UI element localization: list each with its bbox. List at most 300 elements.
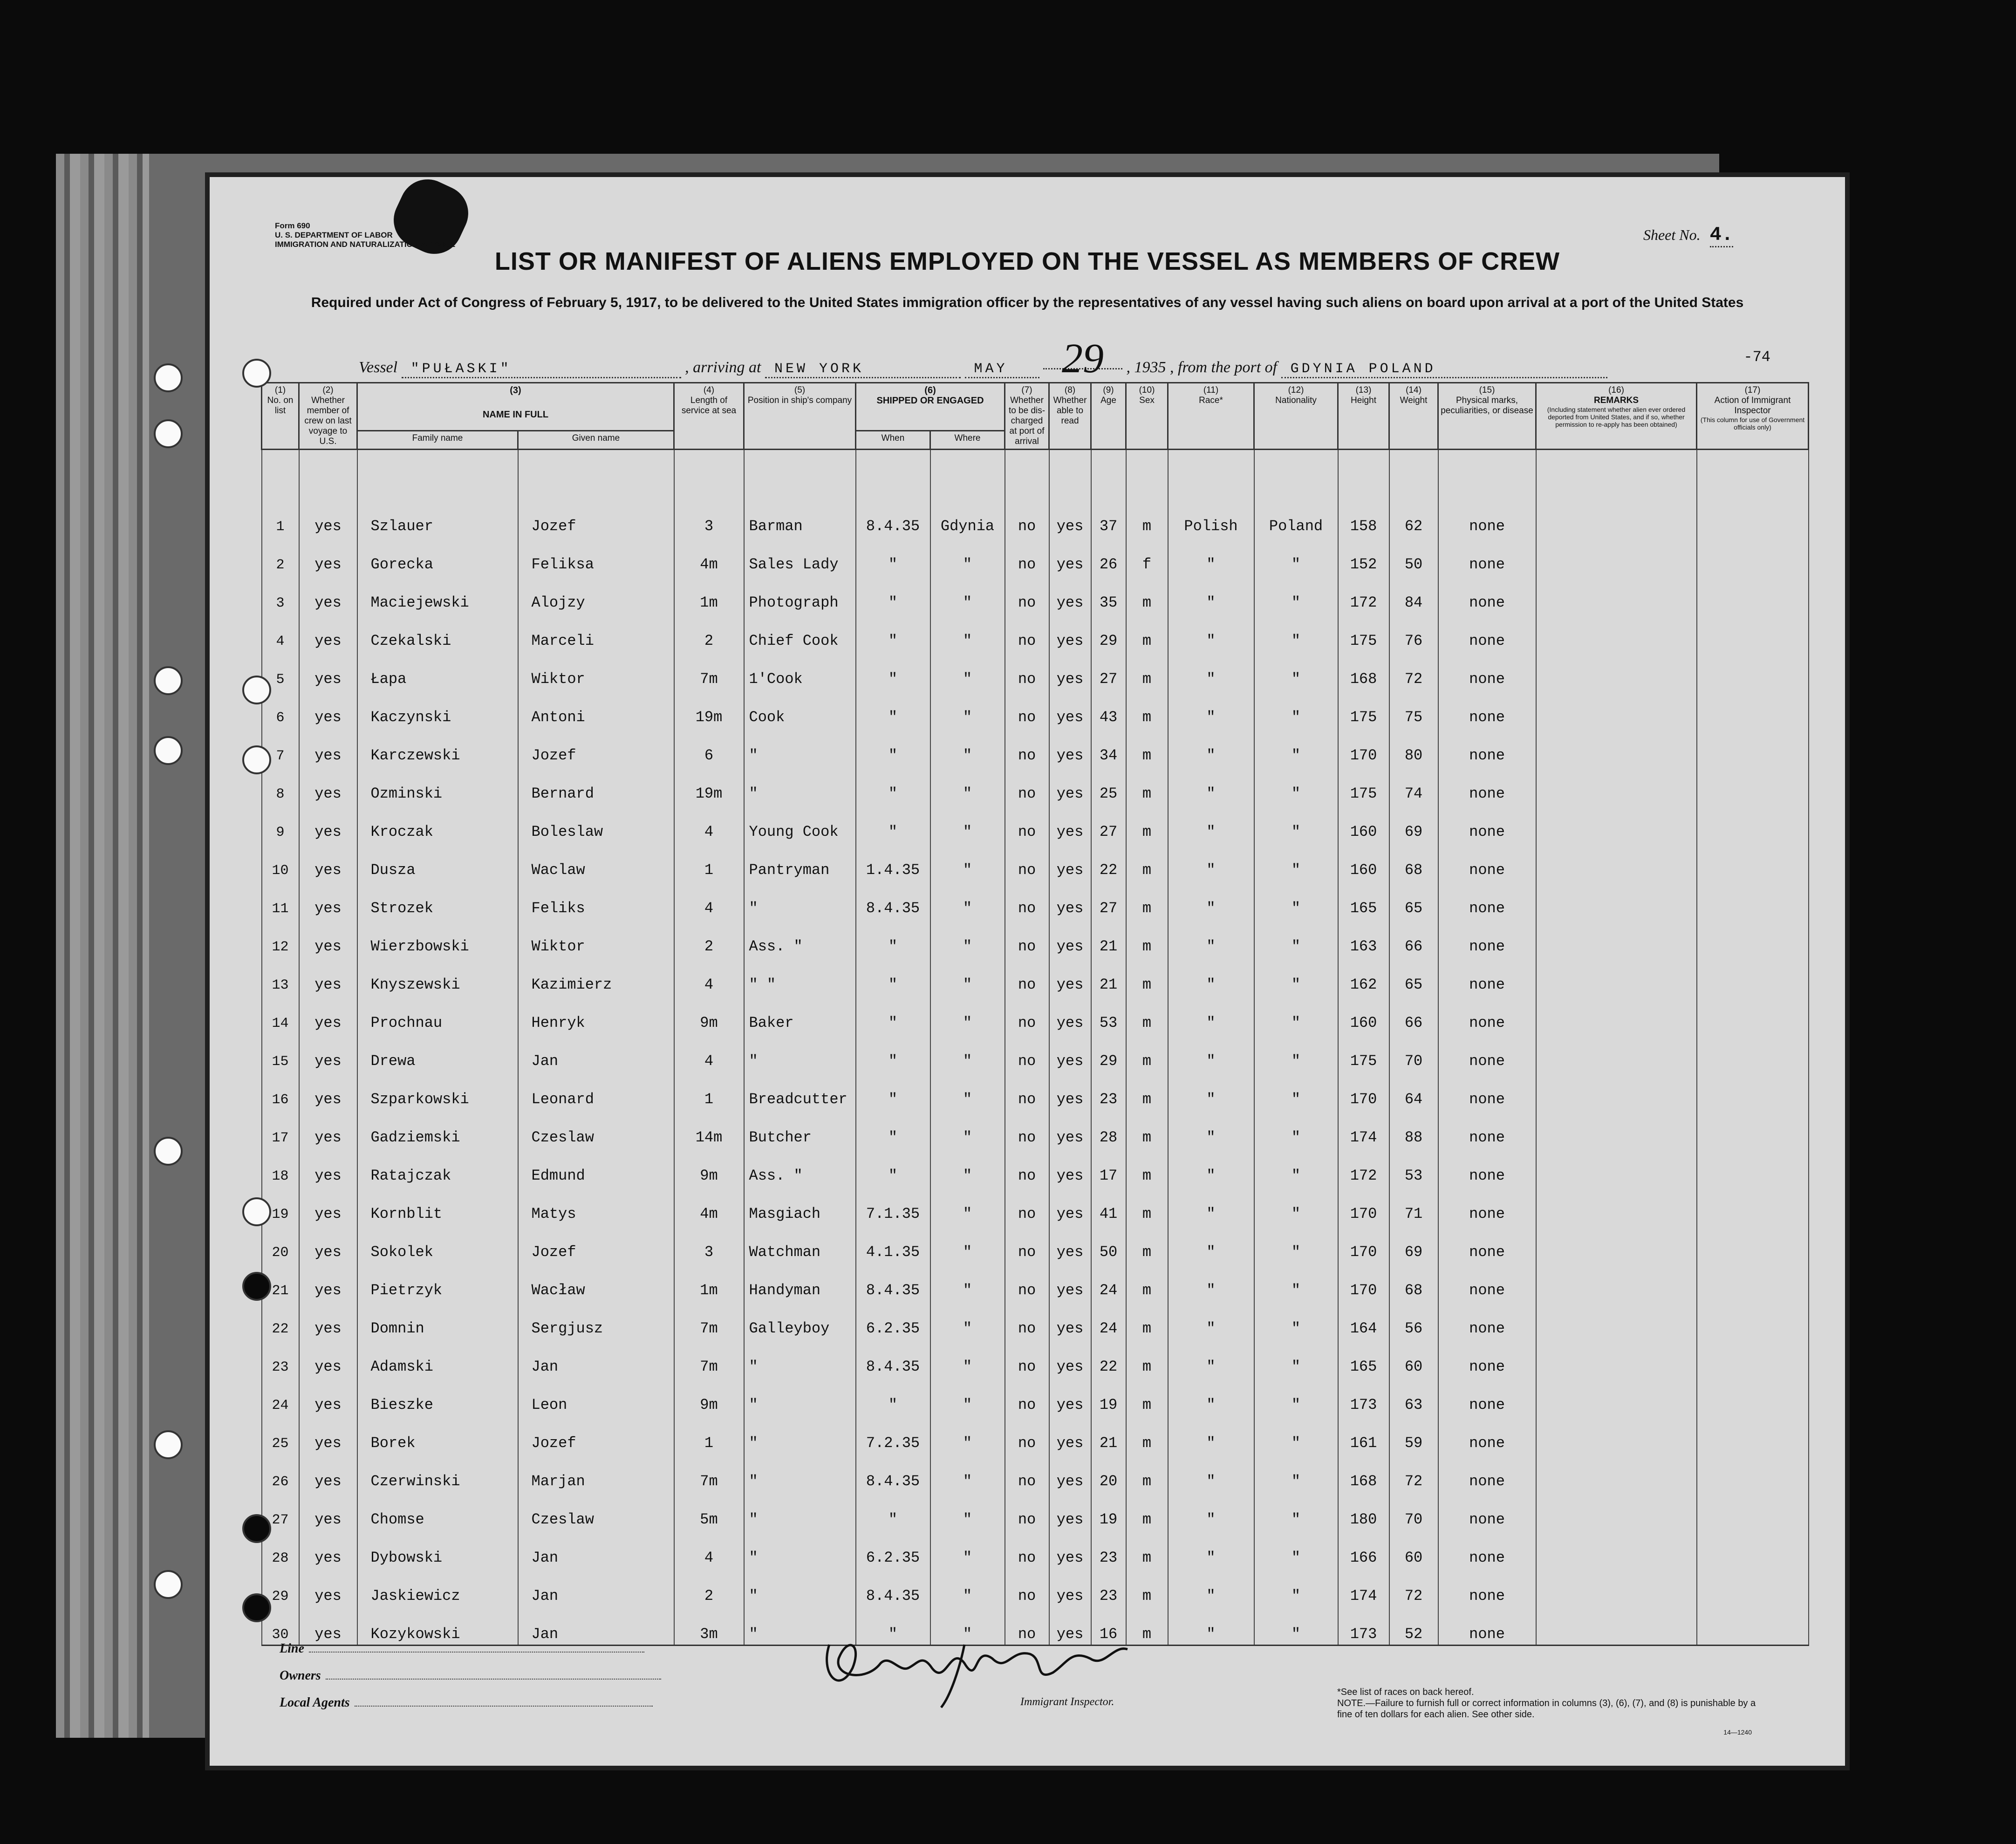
cell-service-length: 3m [674,1606,744,1646]
cell-action [1697,537,1809,575]
cell-nationality: " [1254,766,1338,804]
cell-service-length: 4 [674,1033,744,1072]
cell-position: Sales Lady [744,537,856,575]
cell-height: 170 [1338,1224,1389,1263]
cell-shipped-when: 7.1.35 [856,1186,930,1224]
cell-discharged: no [1005,728,1049,766]
cell-sex: m [1126,1033,1168,1072]
cell-sex: m [1126,575,1168,613]
cell-physical-marks: none [1438,881,1536,919]
local-agents-field: Local Agents [280,1689,661,1716]
cell-action [1697,1301,1809,1339]
col-able-to-read: (8) Whether able to read [1049,383,1091,450]
cell-age: 21 [1091,1415,1126,1454]
cell-weight: 70 [1389,1492,1438,1530]
cell-row-number: 23 [262,1339,299,1377]
cell-sex: m [1126,613,1168,651]
cell-remarks [1536,919,1697,957]
cell-weight: 65 [1389,957,1438,995]
cell-position: " [744,1606,856,1646]
cell-nationality: " [1254,1492,1338,1530]
punch-hole [242,1593,271,1622]
cell-shipped-when: 7.2.35 [856,1415,930,1454]
cell-given-name: Antoni [518,690,674,728]
cell-discharged: no [1005,1301,1049,1339]
arrival-port: NEW YORK [765,361,961,378]
cell-crew-member: yes [299,537,357,575]
cell-physical-marks: none [1438,690,1536,728]
arrival-month: MAY [965,361,1039,378]
cell-shipped-when: 8.4.35 [856,1339,930,1377]
cell-discharged: no [1005,537,1049,575]
cell-remarks [1536,537,1697,575]
cell-weight: 75 [1389,690,1438,728]
cell-sex: m [1126,881,1168,919]
cell-race: " [1168,1339,1254,1377]
cell-family-name: Gorecka [357,537,518,575]
cell-age: 26 [1091,537,1126,575]
cell-row-number: 29 [262,1568,299,1606]
cell-row-number: 28 [262,1530,299,1568]
cell-service-length: 4m [674,537,744,575]
cell-action [1697,1454,1809,1492]
cell-given-name: Leon [518,1377,674,1415]
cell-weight: 52 [1389,1606,1438,1646]
cell-weight: 71 [1389,1186,1438,1224]
cell-age: 21 [1091,957,1126,995]
cell-position: Galleyboy [744,1301,856,1339]
cell-sex: m [1126,1301,1168,1339]
cell-given-name: Jozef [518,499,674,537]
cell-row-number: 4 [262,613,299,651]
cell-able-to-read: yes [1049,1377,1091,1415]
cell-discharged: no [1005,1568,1049,1606]
inspector-label: Immigrant Inspector. [1020,1696,1114,1708]
cell-family-name: Prochnau [357,995,518,1033]
cell-sex: f [1126,537,1168,575]
cell-physical-marks: none [1438,537,1536,575]
cell-weight: 56 [1389,1301,1438,1339]
cell-race: " [1168,1606,1254,1646]
cell-physical-marks: none [1438,1415,1536,1454]
cell-able-to-read: yes [1049,766,1091,804]
cell-shipped-when: " [856,537,930,575]
col-family-name: Family name [357,431,518,450]
cell-weight: 63 [1389,1377,1438,1415]
cell-action [1697,575,1809,613]
cell-family-name: Drewa [357,1033,518,1072]
cell-physical-marks: none [1438,995,1536,1033]
cell-physical-marks: none [1438,1148,1536,1186]
cell-age: 50 [1091,1224,1126,1263]
table-row [262,766,1809,804]
cell-height: 175 [1338,690,1389,728]
cell-crew-member: yes [299,1377,357,1415]
cell-row-number: 15 [262,1033,299,1072]
cell-weight: 70 [1389,1033,1438,1072]
cell-crew-member: yes [299,881,357,919]
cell-crew-member: yes [299,690,357,728]
cell-position: Butcher [744,1110,856,1148]
cell-position: Chief Cook [744,613,856,651]
cell-physical-marks: none [1438,1568,1536,1606]
cell-crew-member: yes [299,1110,357,1148]
table-row [262,1530,1809,1568]
cell-family-name: Dybowski [357,1530,518,1568]
cell-row-number: 16 [262,1072,299,1110]
cell-service-length: 4 [674,881,744,919]
punch-hole [242,1514,271,1543]
cell-height: 160 [1338,995,1389,1033]
cell-sex: m [1126,1492,1168,1530]
cell-nationality: " [1254,690,1338,728]
cell-action [1697,1339,1809,1377]
cell-height: 160 [1338,842,1389,881]
cell-action [1697,1492,1809,1530]
cell-discharged: no [1005,1377,1049,1415]
cell-row-number: 17 [262,1110,299,1148]
cell-race: " [1168,766,1254,804]
cell-age: 25 [1091,766,1126,804]
cell-family-name: Kaczynski [357,690,518,728]
cell-weight: 64 [1389,1072,1438,1110]
cell-shipped-when: 8.4.35 [856,881,930,919]
race-footnote: *See list of races on back hereof. [1337,1687,1474,1697]
cell-row-number: 18 [262,1148,299,1186]
cell-action [1697,1415,1809,1454]
cell-weight: 65 [1389,881,1438,919]
cell-position: Photograph [744,575,856,613]
cell-remarks [1536,1263,1697,1301]
cell-position: " [744,1415,856,1454]
cell-sex: m [1126,957,1168,995]
cell-age: 21 [1091,919,1126,957]
cell-position: 1'Cook [744,651,856,690]
cell-race: " [1168,995,1254,1033]
cell-action [1697,1377,1809,1415]
cell-race: " [1168,1224,1254,1263]
cell-able-to-read: yes [1049,1530,1091,1568]
cell-remarks [1536,1301,1697,1339]
cell-remarks [1536,575,1697,613]
cell-position: " [744,1454,856,1492]
col-age: (9) Age [1091,383,1126,450]
cell-given-name: Edmund [518,1148,674,1186]
cell-height: 160 [1338,804,1389,842]
cell-shipped-where: Gdynia [930,499,1005,537]
cell-shipped-where: " [930,1033,1005,1072]
cell-discharged: no [1005,995,1049,1033]
cell-given-name: Jozef [518,728,674,766]
cell-sex: m [1126,842,1168,881]
cell-shipped-where: " [930,1606,1005,1646]
cell-discharged: no [1005,1454,1049,1492]
cell-row-number: 3 [262,575,299,613]
cell-sex: m [1126,651,1168,690]
cell-nationality: " [1254,613,1338,651]
cell-family-name: Chomse [357,1492,518,1530]
cell-family-name: Strozek [357,881,518,919]
table-row [262,1568,1809,1606]
cell-remarks [1536,842,1697,881]
cell-weight: 69 [1389,804,1438,842]
cell-sex: m [1126,1072,1168,1110]
cell-remarks [1536,1224,1697,1263]
cell-sex: m [1126,1110,1168,1148]
cell-age: 19 [1091,1377,1126,1415]
cell-height: 161 [1338,1415,1389,1454]
cell-remarks [1536,1110,1697,1148]
cell-age: 23 [1091,1568,1126,1606]
cell-position: Cook [744,690,856,728]
arrival-year: , 1935 [1126,359,1166,376]
cell-remarks [1536,881,1697,919]
cell-discharged: no [1005,1033,1049,1072]
cell-family-name: Domnin [357,1301,518,1339]
cell-height: 173 [1338,1377,1389,1415]
table-row [262,537,1809,575]
from-port: GDYNIA POLAND [1281,361,1607,378]
cell-family-name: Karczewski [357,728,518,766]
col-action: (17) Action of Immigrant Inspector (This column for use of Government officials only) [1697,383,1809,450]
cell-position: Watchman [744,1224,856,1263]
cell-race: " [1168,842,1254,881]
punch-hole [242,359,271,388]
table-row [262,1492,1809,1530]
cell-row-number: 5 [262,651,299,690]
cell-age: 29 [1091,613,1126,651]
cell-service-length: 7m [674,651,744,690]
cell-discharged: no [1005,766,1049,804]
cell-row-number: 22 [262,1301,299,1339]
cell-age: 28 [1091,1110,1126,1148]
cell-height: 168 [1338,1454,1389,1492]
table-row [262,728,1809,766]
cell-position: Pantryman [744,842,856,881]
cell-height: 174 [1338,1568,1389,1606]
cell-service-length: 6 [674,728,744,766]
cell-family-name: Pietrzyk [357,1263,518,1301]
cell-shipped-where: " [930,842,1005,881]
cell-race: " [1168,1110,1254,1148]
cell-sex: m [1126,690,1168,728]
fine-note: NOTE.—Failure to furnish full or correct information in columns (3), (6), (7), and (8) is punishable by a fine of ten dollars for each alien. See other side. [1337,1698,1756,1720]
cell-given-name: Jan [518,1530,674,1568]
cell-position: Masgiach [744,1186,856,1224]
cell-position: " " [744,957,856,995]
cell-service-length: 1 [674,1415,744,1454]
cell-action [1697,919,1809,957]
cell-nationality: " [1254,651,1338,690]
cell-physical-marks: none [1438,728,1536,766]
cell-remarks [1536,957,1697,995]
cell-sex: m [1126,1186,1168,1224]
table-row [262,1454,1809,1492]
cell-shipped-where: " [930,1377,1005,1415]
cell-row-number: 8 [262,766,299,804]
vessel-label: Vessel [359,359,398,376]
cell-age: 34 [1091,728,1126,766]
table-row [262,1301,1809,1339]
cell-crew-member: yes [299,804,357,842]
cell-able-to-read: yes [1049,1301,1091,1339]
cell-family-name: Kroczak [357,804,518,842]
col-weight: (14) Weight [1389,383,1438,450]
col-remarks: (16) REMARKS (Including statement whether alien ever ordered deported from United States, and if so, whether permission to re-apply has been obtained) [1536,383,1697,450]
cell-family-name: Adamski [357,1339,518,1377]
cell-row-number: 24 [262,1377,299,1415]
col-length-service: (4) Length of service at sea [674,383,744,450]
cell-crew-member: yes [299,1224,357,1263]
cell-race: " [1168,919,1254,957]
cell-shipped-where: " [930,919,1005,957]
cell-discharged: no [1005,1186,1049,1224]
cell-shipped-when: 8.4.35 [856,1454,930,1492]
col-crew-member: (2) Whether member of crew on last voyage to U.S. [299,383,357,450]
cell-position: " [744,1492,856,1530]
cell-race: Polish [1168,499,1254,537]
cell-age: 17 [1091,1148,1126,1186]
cell-shipped-when: " [856,1148,930,1186]
cell-age: 24 [1091,1301,1126,1339]
cell-weight: 72 [1389,1454,1438,1492]
cell-shipped-when: " [856,728,930,766]
cell-able-to-read: yes [1049,575,1091,613]
cell-remarks [1536,766,1697,804]
cell-position: Ass. " [744,1148,856,1186]
cell-crew-member: yes [299,1415,357,1454]
cell-able-to-read: yes [1049,1263,1091,1301]
cell-row-number: 20 [262,1224,299,1263]
cell-row-number: 9 [262,804,299,842]
cell-age: 16 [1091,1606,1126,1646]
cell-age: 29 [1091,1033,1126,1072]
col-given-name: Given name [518,431,674,450]
cell-sex: m [1126,804,1168,842]
cell-shipped-where: " [930,1224,1005,1263]
cell-nationality: " [1254,728,1338,766]
cell-crew-member: yes [299,1072,357,1110]
table-row [262,1377,1809,1415]
cell-able-to-read: yes [1049,613,1091,651]
cell-nationality: " [1254,1072,1338,1110]
table-row [262,1148,1809,1186]
cell-shipped-where: " [930,1301,1005,1339]
cell-crew-member: yes [299,842,357,881]
table-row [262,995,1809,1033]
cell-service-length: 2 [674,613,744,651]
cell-age: 41 [1091,1186,1126,1224]
form-header [275,221,455,249]
cell-discharged: no [1005,1530,1049,1568]
cell-race: " [1168,1377,1254,1415]
cell-family-name: Gadziemski [357,1110,518,1148]
cell-shipped-when: " [856,804,930,842]
cell-nationality: " [1254,1263,1338,1301]
cell-physical-marks: none [1438,842,1536,881]
cell-remarks [1536,1339,1697,1377]
cell-sex: m [1126,499,1168,537]
cell-shipped-where: " [930,1530,1005,1568]
cell-shipped-when: 8.4.35 [856,499,930,537]
cell-discharged: no [1005,575,1049,613]
punch-hole [242,1272,271,1301]
cell-physical-marks: none [1438,957,1536,995]
cell-given-name: Czeslaw [518,1492,674,1530]
cell-family-name: Kornblit [357,1186,518,1224]
cell-position: Breadcutter [744,1072,856,1110]
table-row [262,1033,1809,1072]
cell-nationality: " [1254,1301,1338,1339]
cell-shipped-where: " [930,728,1005,766]
cell-service-length: 1m [674,1263,744,1301]
cell-service-length: 7m [674,1454,744,1492]
sheet-label: Sheet No. [1643,226,1701,243]
cell-weight: 74 [1389,766,1438,804]
cell-physical-marks: none [1438,766,1536,804]
cell-physical-marks: none [1438,1301,1536,1339]
cell-age: 27 [1091,651,1126,690]
cell-weight: 84 [1389,575,1438,613]
cell-weight: 88 [1389,1110,1438,1148]
cell-race: " [1168,1263,1254,1301]
cell-given-name: Waclaw [518,842,674,881]
cell-action [1697,613,1809,651]
cell-sex: m [1126,766,1168,804]
cell-family-name: Borek [357,1415,518,1454]
cell-shipped-where: " [930,804,1005,842]
cell-remarks [1536,613,1697,651]
cell-service-length: 3 [674,1224,744,1263]
cell-given-name: Jan [518,1339,674,1377]
cell-sex: m [1126,1568,1168,1606]
cell-service-length: 3 [674,499,744,537]
cell-service-length: 14m [674,1110,744,1148]
cell-able-to-read: yes [1049,1224,1091,1263]
cell-race: " [1168,1568,1254,1606]
cell-family-name: Łapa [357,651,518,690]
cell-given-name: Wacław [518,1263,674,1301]
cell-given-name: Leonard [518,1072,674,1110]
cell-physical-marks: none [1438,499,1536,537]
sheet-number [1643,224,1733,246]
arrival-day: 29 [1043,349,1122,369]
cell-given-name: Kazimierz [518,957,674,995]
cell-nationality: " [1254,537,1338,575]
cell-age: 22 [1091,842,1126,881]
cell-discharged: no [1005,613,1049,651]
table-row [262,919,1809,957]
cell-height: 170 [1338,1186,1389,1224]
cell-service-length: 5m [674,1492,744,1530]
cell-crew-member: yes [299,1033,357,1072]
table-row [262,881,1809,919]
cell-action [1697,881,1809,919]
manifest-page [205,172,1850,1770]
cell-able-to-read: yes [1049,1148,1091,1186]
from-label: , from the port of [1170,359,1278,376]
col-race: (11) Race* [1168,383,1254,450]
cell-remarks [1536,1186,1697,1224]
table-row [262,613,1809,651]
cell-service-length: 4 [674,1530,744,1568]
table-row [262,651,1809,690]
cell-age: 35 [1091,575,1126,613]
cell-shipped-where: " [930,1568,1005,1606]
cell-sex: m [1126,1339,1168,1377]
cell-nationality: " [1254,919,1338,957]
punch-hole [242,745,271,774]
